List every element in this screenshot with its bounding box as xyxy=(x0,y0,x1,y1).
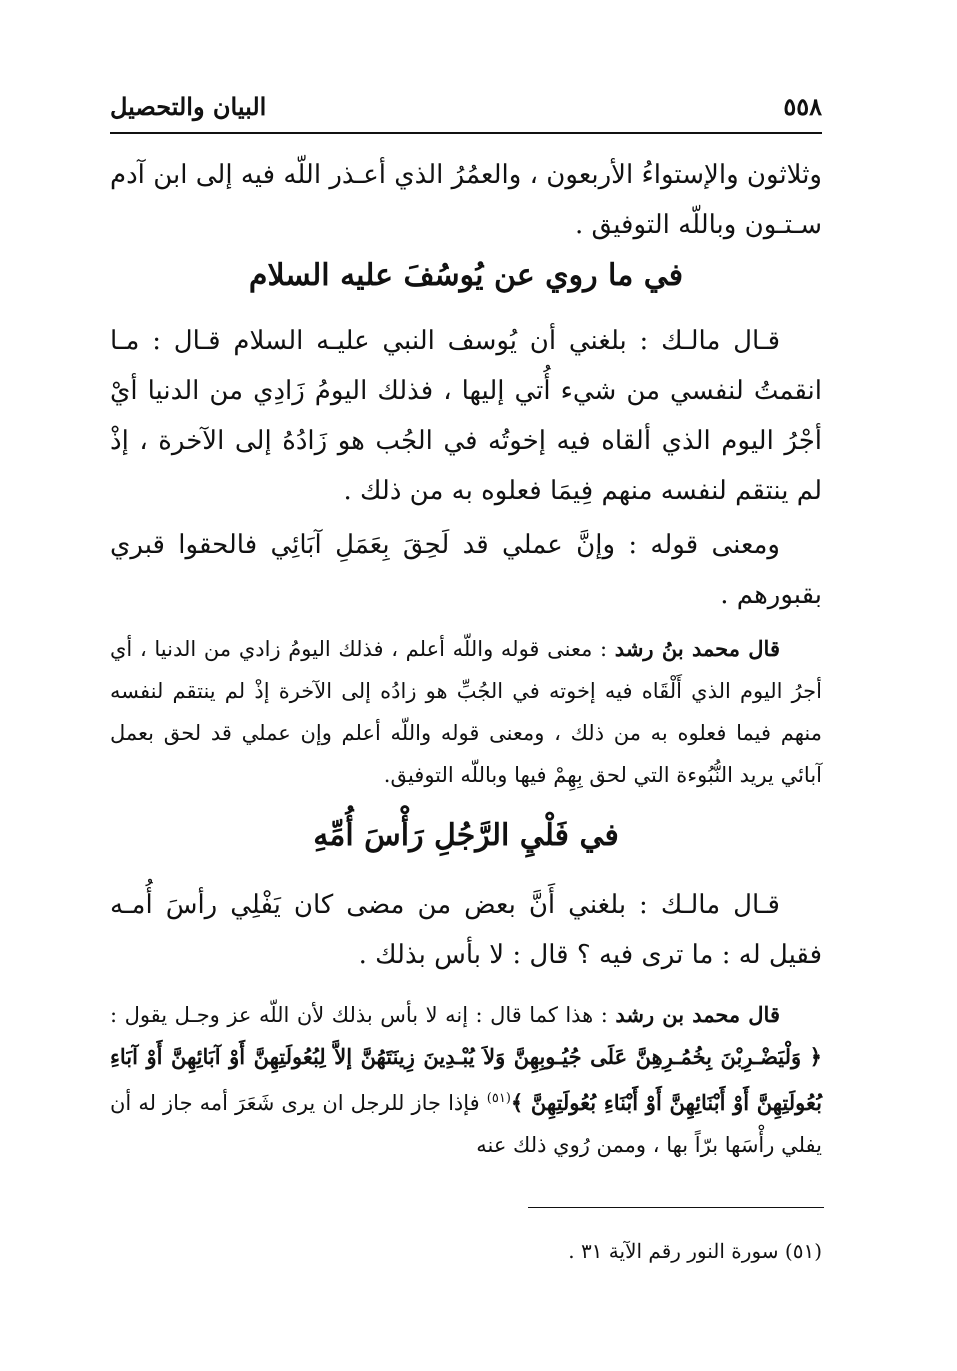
commentary-lead: قال محمد بنُ رشد xyxy=(614,636,780,661)
footnote: (٥١) سورة النور رقم الآية ٣١ . xyxy=(568,1239,822,1263)
footnote-reference[interactable]: (٥١) xyxy=(486,1091,511,1106)
page-header xyxy=(110,92,822,121)
header-divider xyxy=(110,132,822,134)
commentary-text-a: : هذا كما قال : إنه لا بأس بذلك لأن اللّه عز وجـل يقول : xyxy=(110,1003,616,1027)
running-title: البيان والتحصيل xyxy=(110,92,267,121)
intro-paragraph: وثلاثون والإستواءُ الأربعون ، والعمُرُ الذي أعـذر اللّه فيه إلى ابن آدم سـتـون وباللّه التوفيق . xyxy=(110,160,822,240)
commentary-lead: قال محمد بن رشد xyxy=(615,1002,780,1027)
commentary-text-b: فإذا جاز للرجل ان يرى شَعَرَ أمه جاز له أن يفلي رأْسَها برّاً بها ، وممن رُوي ذلك عنه xyxy=(110,1091,822,1157)
page-number: ٥٥٨ xyxy=(783,92,822,121)
section2-title: في فَلْيِ الرَّجُلِ رَأْسَ أُمِّهِ xyxy=(313,818,619,853)
section2-commentary xyxy=(110,994,822,1166)
section1-commentary xyxy=(110,628,822,796)
footnote-divider xyxy=(528,1207,824,1208)
section1-paragraph2: ومعنى قوله : وإنَّ عملي قد لَحِقَ بِعَمَلِ آبَائِي فالحقوا قبري بقبورهم . xyxy=(110,530,822,610)
section2-paragraph1: قـال مالـك : بلغني أَنَّ بعض من مضى كان يَفْلِي رأسَ أُمـه فقيل له : ما ترى فيه ؟ قال : لا بأس بذلك . xyxy=(110,890,822,970)
section1-paragraph1: قـال مالـك : بلغني أن يُوسف النبي عليـه السلام قـال : مـا انقمتُ لنفسي من شيء أُتي إليها ، فذلك اليومُ زَادِي من الدنيا أيْ أجْرُ اليوم الذي ألقاه فيه إخوتُه في الجُب هو زَادُهُ إلى الآخرة ، إذْ لم ينتقم لنفسه منهم فِيمَا فعلوه به من ذلك . xyxy=(110,326,822,506)
section1-title: في ما روي عن يُوسُفَ عليه السلام xyxy=(248,258,684,293)
quran-verse: ﴿ وَلْيَضْـرِبْنَ بِخُمُـرِهِنَّ عَلَى جُيُـوبِهِنَّ وَلاَ يُبْـدِينَ زِينَتَهُنَّ إلاَّ لِبُعُولَتِهِنَّ أَوْ آبَائِهِنَّ أَوْ آبَاءِ بُعُولَتِهِنَّ أَوْ أَبْنَائِهِنَّ أَوْ أَبْنَاءِ بُعُولَتِهِنَّ ﴾ xyxy=(110,1044,822,1115)
commentary-text: : معنى قوله واللّه أعلم ، فذلك اليومُ زادي من الدنيا ، أي أجرُ اليوم الذي أَلْقَاه فيه إخوته في الجُبِّ هو زادُه إلى الآخرة إذْ لم ينتقم لنفسه منهم فيما فعلوه به من ذلك ، ومعنى قوله واللّه أعلم وإن عملي قد لحق بعمل آبائي يريد النُّبُوءة التي لحق بِهِمْ فيها وباللّه التوفيق. xyxy=(110,637,822,787)
